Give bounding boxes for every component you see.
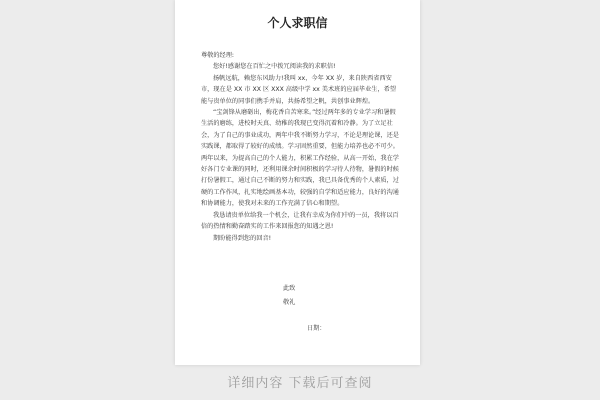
- paragraph-intro: 扬帆远航，赖您东风助力!我叫 xx，今年 XX 岁，来自陕西省西安市，现在是 XX 市 XX 区 XXX 高级中学 xx 美术班的应届毕业生，希望能与贵单位的同事们携手并肩，共扬希望之帆，共创事业辉煌。: [201, 74, 397, 105]
- closing-jing-li: 敬礼: [283, 299, 296, 306]
- closing-ci-zhi: 此致: [283, 285, 296, 292]
- letter-body: [201, 50, 401, 244]
- paragraph-request: 我恳请贵单位给我一个机会，让我有幸成为你们中的一员，我将以百倍的热情和勤奋踏实的工作来回报您的知遇之恩!: [201, 211, 399, 231]
- paragraph-experience: “宝剑锋从磨砺出，梅花香自苦寒来。”经过两年多的专业学习和暑假生活的磨练，进校时天真、幼稚的我现已变得沉着和冷静。为了立足社会，为了自己的事业成功，两年中我不断努力学习，不论是理论课，还是实践课，都取得了较好的成绩。学习固然重要，但能力培养也必不可少。两年以来，为提高自己的个人能力，积累工作经验，从高一开始，我在学好各门专业课的同时，还利用课余时间积极的学习待人待物，暑假的时候打份暑假工，通过自己不断的努力和实践，我已具备优秀的个人素质，过硬的工作作风，扎实地绘画基本功，较强的自学和适应能力，良好的沟通和协调能力，使我对未来的工作充满了信心和期望。: [201, 109, 399, 208]
- download-hint: 详细内容 下载后可查阅: [227, 376, 373, 391]
- closing-line: 期盼能得到您的回音!: [213, 234, 272, 242]
- greeting: 您好!感谢您在百忙之中拨冗阅读我的求职信!: [213, 63, 336, 71]
- salutation: 尊敬的经理:: [201, 52, 235, 59]
- document-title: 个人求职信: [267, 16, 328, 30]
- document-page: [175, 0, 420, 365]
- date-label: 日期：: [307, 325, 326, 332]
